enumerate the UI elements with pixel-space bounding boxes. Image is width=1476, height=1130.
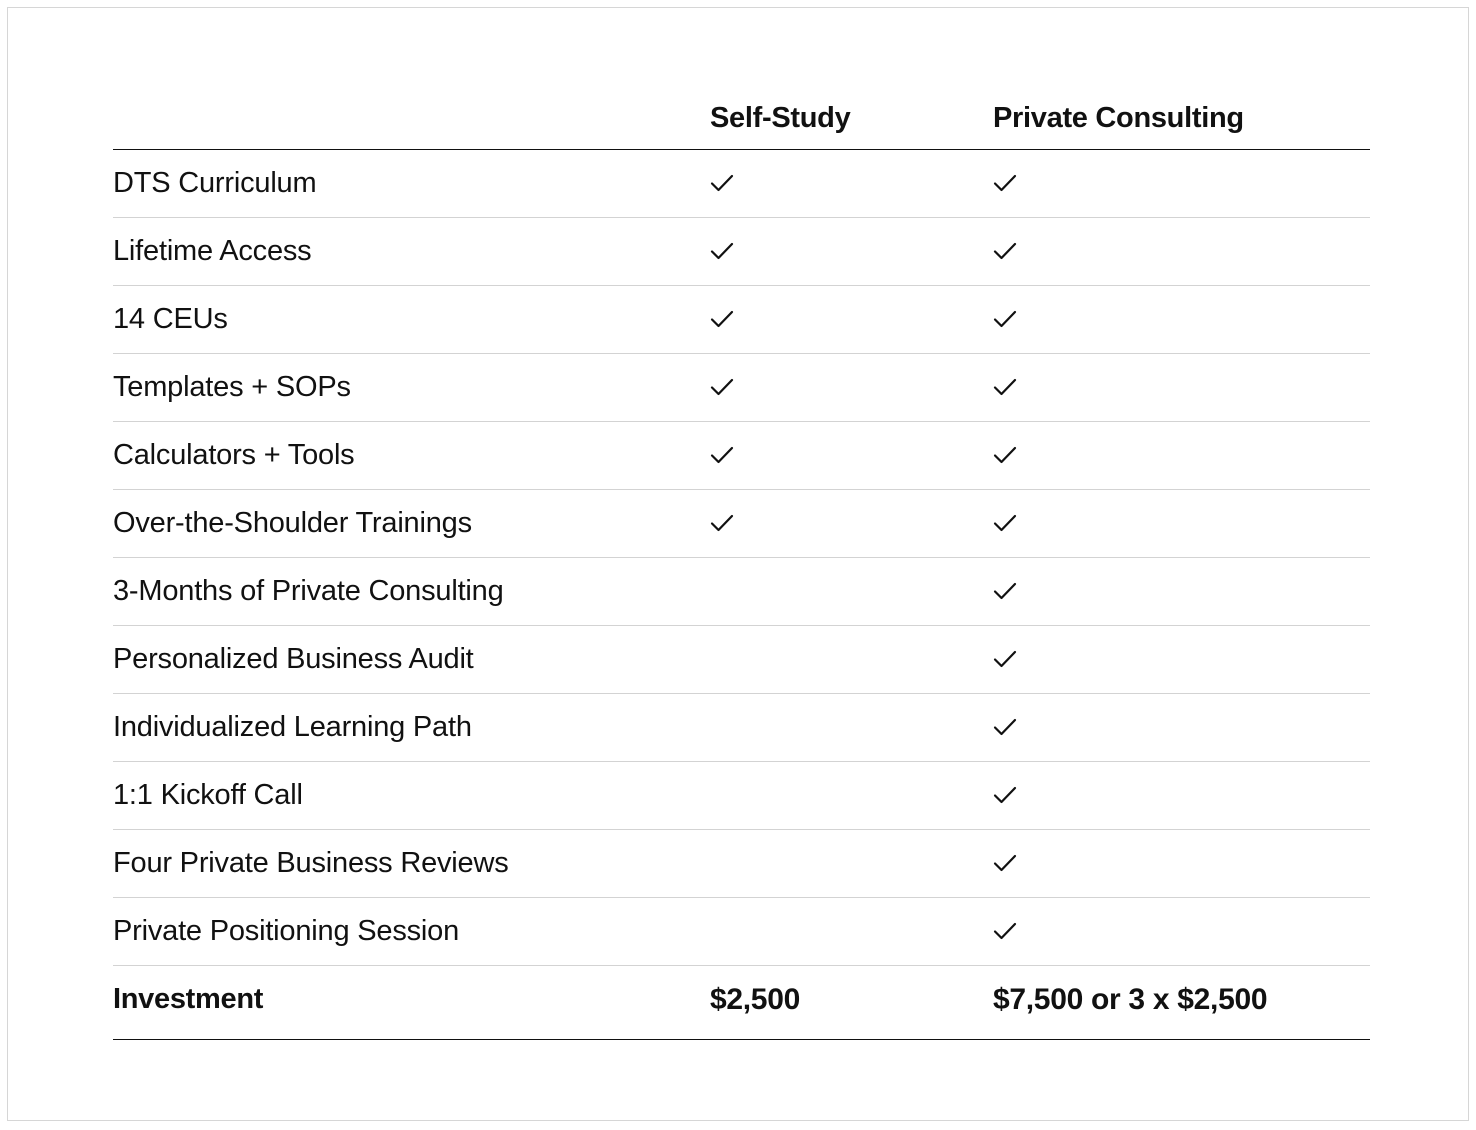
- feature-rows: [113, 150, 1370, 966]
- feature-label: 3-Months of Private Consulting: [113, 575, 504, 607]
- feature-label: Calculators + Tools: [113, 439, 355, 471]
- table-row: [113, 830, 1370, 898]
- checkmark-icon: [993, 785, 1017, 805]
- table-row: [113, 898, 1370, 966]
- checkmark-icon: [993, 377, 1017, 397]
- checkmark-icon: [993, 649, 1017, 669]
- table-row: [113, 558, 1370, 626]
- checkmark-icon: [993, 853, 1017, 873]
- checkmark-icon: [710, 241, 734, 261]
- table-row: [113, 218, 1370, 286]
- checkmark-icon: [993, 717, 1017, 737]
- checkmark-icon: [710, 173, 734, 193]
- table-row: [113, 490, 1370, 558]
- column-header-private-consulting: Private Consulting: [993, 102, 1244, 134]
- table-row: [113, 694, 1370, 762]
- table-row: [113, 286, 1370, 354]
- checkmark-icon: [993, 173, 1017, 193]
- comparison-table: [113, 86, 1370, 1040]
- checkmark-icon: [993, 921, 1017, 941]
- checkmark-icon: [993, 241, 1017, 261]
- self-study-price: $2,500: [710, 983, 800, 1016]
- feature-label: Four Private Business Reviews: [113, 847, 509, 879]
- feature-label: Templates + SOPs: [113, 371, 351, 403]
- investment-row: [113, 966, 1370, 1040]
- feature-label: 1:1 Kickoff Call: [113, 779, 303, 811]
- checkmark-icon: [993, 513, 1017, 533]
- investment-label: Investment: [113, 983, 264, 1015]
- feature-label: Individualized Learning Path: [113, 711, 472, 743]
- checkmark-icon: [993, 581, 1017, 601]
- feature-label: Personalized Business Audit: [113, 643, 474, 675]
- table-row: [113, 762, 1370, 830]
- feature-label: DTS Curriculum: [113, 167, 317, 199]
- table-row: [113, 626, 1370, 694]
- checkmark-icon: [710, 309, 734, 329]
- checkmark-icon: [710, 513, 734, 533]
- table-row: [113, 422, 1370, 490]
- checkmark-icon: [993, 445, 1017, 465]
- checkmark-icon: [993, 309, 1017, 329]
- table-header: [113, 86, 1370, 150]
- feature-label: Private Positioning Session: [113, 915, 460, 947]
- private-consulting-price: $7,500 or 3 x $2,500: [993, 983, 1268, 1016]
- table-row: [113, 150, 1370, 218]
- checkmark-icon: [710, 445, 734, 465]
- comparison-card: [7, 7, 1469, 1121]
- column-header-self-study: Self-Study: [710, 102, 851, 134]
- feature-label: Lifetime Access: [113, 235, 312, 267]
- feature-label: 14 CEUs: [113, 303, 228, 335]
- feature-label: Over-the-Shoulder Trainings: [113, 507, 472, 539]
- table-row: [113, 354, 1370, 422]
- checkmark-icon: [710, 377, 734, 397]
